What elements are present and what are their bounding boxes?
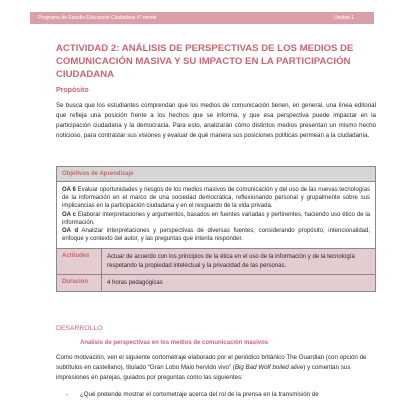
objective-text: Analizar interpretaciones y perspectivas de diversas fuentes, considerando propósito, intencionalidad, enfoque y contexto del autor, y las preguntas que intenta responder. — [62, 228, 371, 243]
objective-item — [62, 211, 370, 227]
unit-label: Unidad 1 — [333, 15, 354, 21]
objectives-table — [56, 166, 376, 292]
paragraph-text: Como motivación, ven el siguiente cortometraje elaborado por el periódico británico The Guardian (con opción de subtítulos en castellano), titulado “Gran Lobo Malo hervido vivo” ( — [56, 354, 367, 371]
purpose-heading: Propósito — [56, 87, 89, 94]
list-dash: - — [66, 391, 69, 398]
question-text: ¿Qué pretende mostrar el cortometraje acerca del rol de la prensa en la transmisión de — [80, 391, 319, 398]
objectives-header: Objetivos de Aprendizaje — [57, 167, 375, 182]
development-subheading: Análisis de perspectivas en los medios de comunicación masivos — [80, 340, 269, 346]
objective-text: Elaborar interpretaciones y argumentos, basados en fuentes variadas y pertinentes, haciendo uso ético de la información. — [62, 211, 370, 226]
paragraph-text: ) y comentan sus impresiones en parejas, guiados por preguntas como las siguientes: — [56, 364, 351, 381]
duration-row — [57, 274, 375, 291]
objective-code: OA c — [62, 211, 76, 218]
page-header-bar — [30, 12, 374, 24]
development-paragraph — [56, 353, 376, 383]
attitudes-text: Actuar de acuerdo con los principios de la ética en el uso de la información y de la tecnología respetando la propiedad intelectual y la privacidad de las personas. — [101, 249, 375, 273]
duration-label: Duración — [57, 275, 101, 291]
attitudes-label: Actitudes — [57, 249, 101, 273]
activity-title: ACTIVIDAD 2: ANÁLISIS DE PERSPECTIVAS DE LOS MEDIOS DE COMUNICACIÓN MASIVA Y SU IMPACTO EN LA PARTICIPACIÓN CIUDADANA — [56, 43, 354, 80]
development-heading: DESARROLLO — [56, 325, 103, 332]
attitudes-row — [57, 248, 375, 273]
objectives-body — [57, 182, 375, 248]
duration-text: 4 horas pedagógicas — [101, 275, 375, 291]
objective-code: OA 6 — [62, 187, 76, 193]
objective-item — [62, 186, 370, 211]
purpose-text: Se busca que los estudiantes comprendan que los medios de comunicación tienen, en general, una línea editorial que refleja una posición frente a los hechos que se informa, y que esa perspectiva puede impactar en la participación ciudadana y la democracia. Para esto, analizarán cómo distintos medios presentan un mismo hecho noticioso, para contrastar sus visiones y evaluar de qué manera sus posiciones políticas permean a la ciudadanía. — [56, 102, 376, 139]
objective-item — [62, 227, 370, 243]
program-title: Programa de Estudio Educación Ciudadana 4° medio — [38, 15, 157, 21]
objective-code: OA d — [62, 228, 79, 235]
film-title-original: Big Bad Wolf boiled alive — [234, 364, 304, 371]
objective-text: Evaluar oportunidades y riesgos de los medios masivos de comunicación y del uso de las nuevas tecnologías de la información en el marco de una sociedad democrática, reflexionando personal y grupalmente sobre sus implicancias en la participación ciudadana y en el resguardo de la vida privada. — [62, 187, 370, 210]
